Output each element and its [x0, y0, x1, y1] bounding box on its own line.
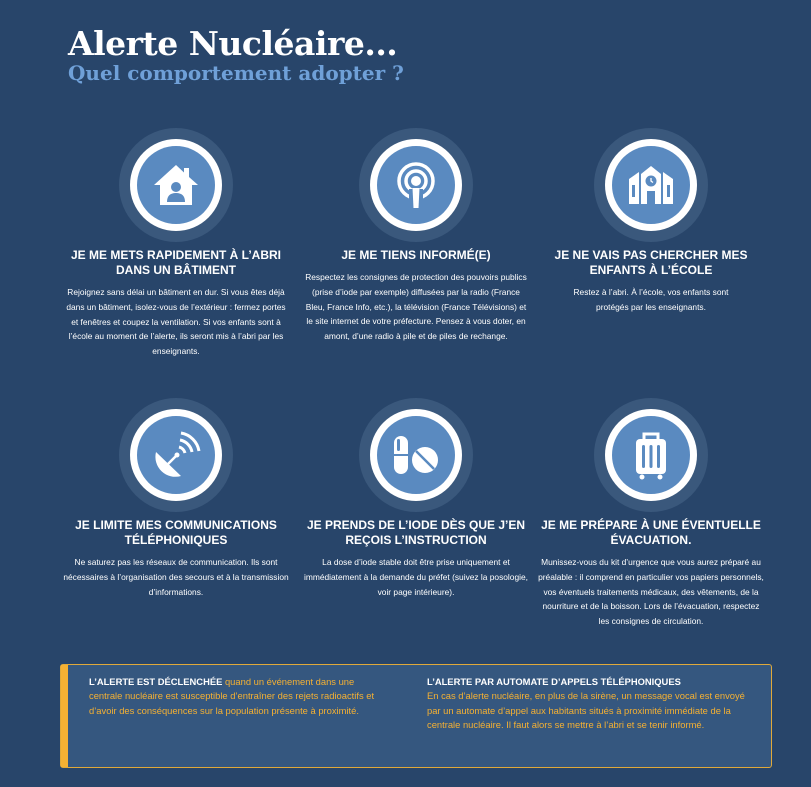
accent-bar: [61, 665, 68, 767]
school-icon: [626, 160, 676, 210]
card-text: Ne saturez pas les réseaux de communication. Ils sont nécessaires à l’organisation des secours et à la transmission d’informations.: [63, 557, 289, 597]
info-phone-alert: [427, 675, 757, 733]
card-text: Rejoignez sans délai un bâtiment en dur. Si vous êtes déjà dans un bâtiment, isolez-vous de l’extérieur : fermez portes et fenêtres et coupez la ventilation. Si vos enfants sont à l’école au moment de l’alerte, ils seront mis à l’abri par les enseignants.: [66, 287, 286, 357]
card-title: JE ME PRÉPARE À UNE ÉVENTUELLE ÉVACUATION.: [541, 518, 761, 547]
card-title: JE ME METS RAPIDEMENT À L’ABRI DANS UN BÂTIMENT: [70, 248, 282, 277]
pills-icon: [391, 430, 441, 480]
info-alert-triggered: [89, 675, 389, 718]
satellite-dish-icon: [151, 430, 201, 480]
card-text: Munissez-vous du kit d’urgence que vous aurez préparé au préalable : il comprend en particulier vos papiers personnels, vos éventuels traitements médicaux, des vêtements, de la nourriture et de la boisson. Lors de l’évacuation, respectez les consignes de circulation.: [538, 557, 764, 627]
card-title: JE ME TIENS INFORMÉ(E): [341, 248, 491, 262]
card-title: JE LIMITE MES COMMUNICATIONS TÉLÉPHONIQUES: [75, 518, 277, 547]
page-subtitle: Quel comportement adopter ?: [68, 61, 404, 85]
page-title: Alerte Nucléaire...: [68, 24, 398, 63]
suitcase-icon: [626, 430, 676, 480]
card-text: Restez à l’abri. À l’école, vos enfants sont protégés par les enseignants.: [573, 287, 729, 312]
info-text: En cas d’alerte nucléaire, en plus de la sirène, un message vocal est envoyé par un automate d’appel aux habitants situés à proximité immédiate de la centrale nucléaire. Il faut alors se mettre à l’abri et se tenir informé.: [427, 690, 745, 731]
card-text: La dose d’iode stable doit être prise uniquement et immédiatement à la demande du préfet (suivez la posologie, voir page intérieure).: [304, 557, 528, 597]
card-title: JE NE VAIS PAS CHERCHER MES ENFANTS À L’ÉCOLE: [554, 248, 748, 277]
broadcast-icon: [391, 160, 441, 210]
info-box: [60, 664, 772, 768]
card-text: Respectez les consignes de protection des pouvoirs publics (prise d’iode par exemple) diffusées par la radio (France Bleu, France Info, etc.), la télévision (France Télévisions) et le site internet de votre préfecture. Pensez à vous doter, en amont, d’une radio à pile et de piles de rechange.: [305, 272, 527, 342]
card-title: JE PRENDS DE L’IODE DÈS QUE J’EN REÇOIS L’INSTRUCTION: [306, 518, 526, 547]
info-lead: L’ALERTE PAR AUTOMATE D’APPELS TÉLÉPHONIQUES: [427, 676, 681, 687]
info-text: quand un événement dans une centrale nucléaire est susceptible d’entraîner des rejets radioactifs et d’avoir des conséquences sur la population présente à proximité.: [89, 676, 375, 716]
info-lead: L’ALERTE EST DÉCLENCHÉE: [89, 676, 223, 687]
house-icon: [151, 160, 201, 210]
